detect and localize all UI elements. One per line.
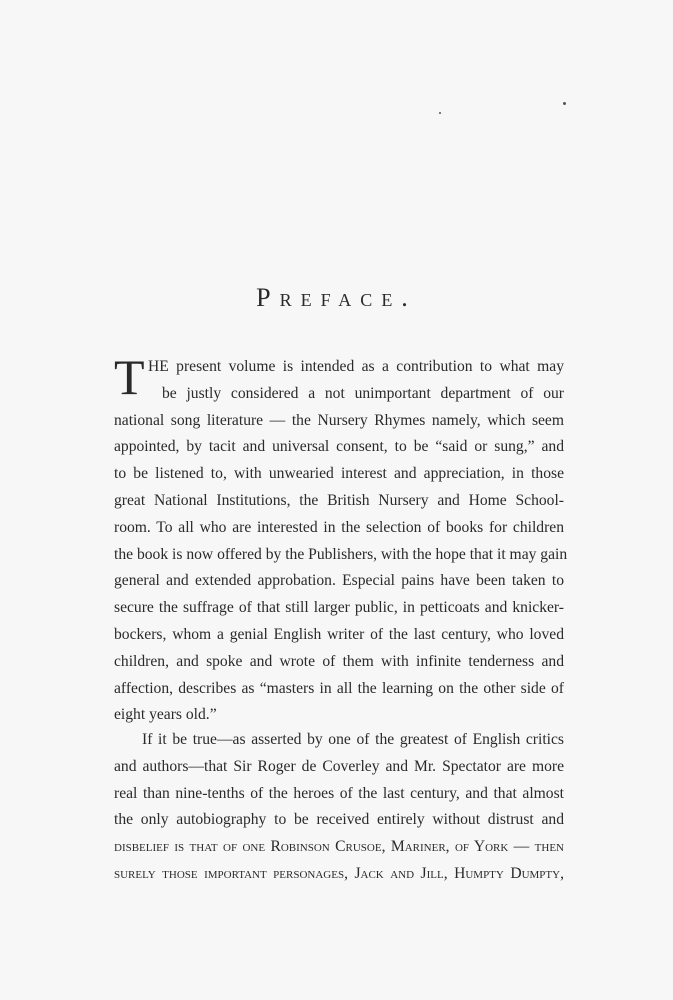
- paragraph-1: [114, 349, 568, 729]
- text-line: and authors—that Sir Roger de Coverley and Mr. Spectator are more: [114, 757, 564, 775]
- page-title: Preface.: [256, 283, 417, 312]
- text-line: disbelief is that of one Robinson Crusoe, Mariner, of York — then: [114, 838, 564, 856]
- paragraph-2: [114, 727, 564, 888]
- text-line: appointed, by tacit and universal consent, to be “said or sung,” and: [114, 438, 564, 456]
- text-line: national song literature — the Nursery Rhymes namely, which seem: [114, 411, 564, 429]
- text-line: real than nine-tenths of the heroes of the last century, and that almost: [114, 784, 564, 802]
- text-line: affection, describes as “masters in all the learning on the other side of: [114, 679, 564, 697]
- drop-cap: T: [114, 349, 145, 405]
- text-line: surely those important personages, Jack and Jill, Humpty Dumpty,: [114, 864, 564, 882]
- text-line: the book is now offered by the Publishers, with the hope that it may gain: [114, 545, 568, 563]
- text-line: room. To all who are interested in the selection of books for children: [114, 518, 564, 536]
- text-line: general and extended approbation. Especial pains have been taken to: [114, 572, 564, 590]
- text-line: If it be true—as asserted by one of the greatest of English critics: [142, 731, 564, 748]
- speck-mark: [439, 112, 441, 114]
- text-line: the only autobiography to be received entirely without distrust and: [114, 811, 564, 829]
- text-line: secure the suffrage of that still larger public, in petticoats and knicker-: [114, 599, 564, 617]
- text-line: be justly considered a not unimportant department of our: [162, 384, 564, 402]
- text-line: to be listened to, with unwearied interest and appreciation, in those: [114, 465, 564, 483]
- speck-mark: [563, 102, 566, 105]
- text-line: bockers, whom a genial English writer of the last century, who loved: [114, 625, 564, 643]
- text-line: children, and spoke and wrote of them with infinite tenderness and: [114, 652, 564, 670]
- text-line: HE present volume is intended as a contribution to what may: [148, 358, 564, 375]
- text-line: eight years old.”: [114, 706, 217, 724]
- text-line: great National Institutions, the British Nursery and Home School-: [114, 491, 564, 509]
